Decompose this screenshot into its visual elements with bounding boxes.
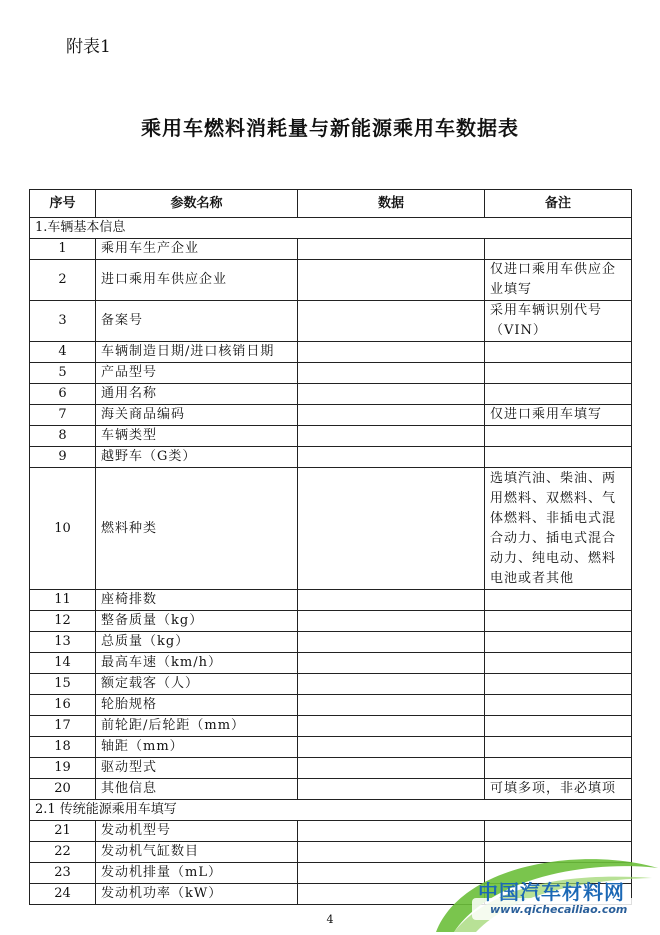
parameter-name: 车辆制造日期/进口核销日期 <box>96 342 298 363</box>
remark-cell <box>485 695 632 716</box>
table-row <box>30 239 632 260</box>
column-header-data: 数据 <box>298 190 485 218</box>
data-cell <box>298 447 485 468</box>
table-row <box>30 447 632 468</box>
data-cell <box>298 695 485 716</box>
remark-cell: 采用车辆识别代号（VIN） <box>485 301 632 342</box>
table-row <box>30 716 632 737</box>
data-cell <box>298 758 485 779</box>
vehicle-data-table <box>29 189 632 905</box>
watermark-url: www.qichecailiao.com <box>490 903 628 916</box>
remark-cell <box>485 239 632 260</box>
table-row <box>30 758 632 779</box>
parameter-name: 最高车速（km/h） <box>96 653 298 674</box>
parameter-name: 前轮距/后轮距（mm） <box>96 716 298 737</box>
data-cell <box>298 405 485 426</box>
data-cell <box>298 426 485 447</box>
remark-cell <box>485 611 632 632</box>
row-number: 1 <box>30 239 96 260</box>
row-number: 16 <box>30 695 96 716</box>
table-row <box>30 260 632 301</box>
parameter-name: 海关商品编码 <box>96 405 298 426</box>
parameter-name: 总质量（kg） <box>96 632 298 653</box>
page-title: 乘用车燃料消耗量与新能源乘用车数据表 <box>141 116 519 140</box>
data-cell <box>298 611 485 632</box>
table-row <box>30 779 632 800</box>
remark-cell <box>485 653 632 674</box>
table-row <box>30 674 632 695</box>
page-number: 4 <box>326 913 334 926</box>
remark-cell: 可填多项，非必填项 <box>485 779 632 800</box>
row-number: 22 <box>30 842 96 863</box>
row-number: 11 <box>30 590 96 611</box>
column-header-parameter: 参数名称 <box>96 190 298 218</box>
section-label: 1.车辆基本信息 <box>30 218 632 239</box>
parameter-name: 产品型号 <box>96 363 298 384</box>
parameter-name: 驱动型式 <box>96 758 298 779</box>
parameter-name: 越野车（G类） <box>96 447 298 468</box>
data-cell <box>298 674 485 695</box>
table-row <box>30 611 632 632</box>
row-number: 3 <box>30 301 96 342</box>
row-number: 15 <box>30 674 96 695</box>
data-cell <box>298 301 485 342</box>
row-number: 13 <box>30 632 96 653</box>
data-cell <box>298 737 485 758</box>
table-row <box>30 363 632 384</box>
remark-cell <box>485 426 632 447</box>
data-cell <box>298 653 485 674</box>
row-number: 5 <box>30 363 96 384</box>
table-row <box>30 821 632 842</box>
watermark-name: 中国汽车材料网 <box>478 880 625 904</box>
data-cell <box>298 590 485 611</box>
table-row <box>30 590 632 611</box>
data-cell <box>298 239 485 260</box>
column-header-remarks: 备注 <box>485 190 632 218</box>
row-number: 7 <box>30 405 96 426</box>
parameter-name: 轴距（mm） <box>96 737 298 758</box>
data-cell <box>298 342 485 363</box>
parameter-name: 其他信息 <box>96 779 298 800</box>
remark-cell <box>485 363 632 384</box>
remark-cell <box>485 632 632 653</box>
parameter-name: 座椅排数 <box>96 590 298 611</box>
table-row <box>30 426 632 447</box>
remark-cell <box>485 758 632 779</box>
parameter-name: 发动机功率（kW） <box>96 884 298 905</box>
row-number: 9 <box>30 447 96 468</box>
row-number: 23 <box>30 863 96 884</box>
row-number: 19 <box>30 758 96 779</box>
row-number: 12 <box>30 611 96 632</box>
section-label: 2.1 传统能源乘用车填写 <box>30 800 632 821</box>
row-number: 17 <box>30 716 96 737</box>
section-row <box>30 218 632 239</box>
table-row <box>30 737 632 758</box>
row-number: 10 <box>30 468 96 590</box>
parameter-name: 备案号 <box>96 301 298 342</box>
parameter-name: 车辆类型 <box>96 426 298 447</box>
table-row <box>30 342 632 363</box>
parameter-name: 发动机型号 <box>96 821 298 842</box>
data-cell <box>298 821 485 842</box>
data-cell <box>298 384 485 405</box>
section-row <box>30 800 632 821</box>
row-number: 6 <box>30 384 96 405</box>
remark-cell: 仅进口乘用车填写 <box>485 405 632 426</box>
row-number: 24 <box>30 884 96 905</box>
remark-cell: 选填汽油、柴油、两用燃料、双燃料、气体燃料、非插电式混合动力、插电式混合动力、纯电动、燃料电池或者其他 <box>485 468 632 590</box>
data-cell <box>298 260 485 301</box>
table-row <box>30 695 632 716</box>
attachment-label: 附表1 <box>66 37 111 57</box>
row-number: 14 <box>30 653 96 674</box>
remark-cell <box>485 342 632 363</box>
table-header-row <box>30 190 632 218</box>
row-number: 2 <box>30 260 96 301</box>
data-cell <box>298 363 485 384</box>
remark-cell <box>485 821 632 842</box>
watermark-logo <box>432 854 660 935</box>
parameter-name: 燃料种类 <box>96 468 298 590</box>
parameter-name: 轮胎规格 <box>96 695 298 716</box>
remark-cell <box>485 674 632 695</box>
row-number: 18 <box>30 737 96 758</box>
row-number: 4 <box>30 342 96 363</box>
parameter-name: 进口乘用车供应企业 <box>96 260 298 301</box>
remark-cell: 仅进口乘用车供应企业填写 <box>485 260 632 301</box>
parameter-name: 发动机排量（mL） <box>96 863 298 884</box>
table-row <box>30 405 632 426</box>
table-row <box>30 384 632 405</box>
data-cell <box>298 468 485 590</box>
column-header-number: 序号 <box>30 190 96 218</box>
remark-cell <box>485 716 632 737</box>
row-number: 21 <box>30 821 96 842</box>
parameter-name: 发动机气缸数目 <box>96 842 298 863</box>
remark-cell <box>485 447 632 468</box>
data-cell <box>298 716 485 737</box>
table-row <box>30 468 632 590</box>
data-cell <box>298 632 485 653</box>
parameter-name: 额定载客（人） <box>96 674 298 695</box>
remark-cell <box>485 737 632 758</box>
data-cell <box>298 779 485 800</box>
parameter-name: 通用名称 <box>96 384 298 405</box>
parameter-name: 整备质量（kg） <box>96 611 298 632</box>
table-row <box>30 632 632 653</box>
remark-cell <box>485 384 632 405</box>
table-row <box>30 653 632 674</box>
row-number: 8 <box>30 426 96 447</box>
row-number: 20 <box>30 779 96 800</box>
remark-cell <box>485 590 632 611</box>
table-row <box>30 301 632 342</box>
parameter-name: 乘用车生产企业 <box>96 239 298 260</box>
